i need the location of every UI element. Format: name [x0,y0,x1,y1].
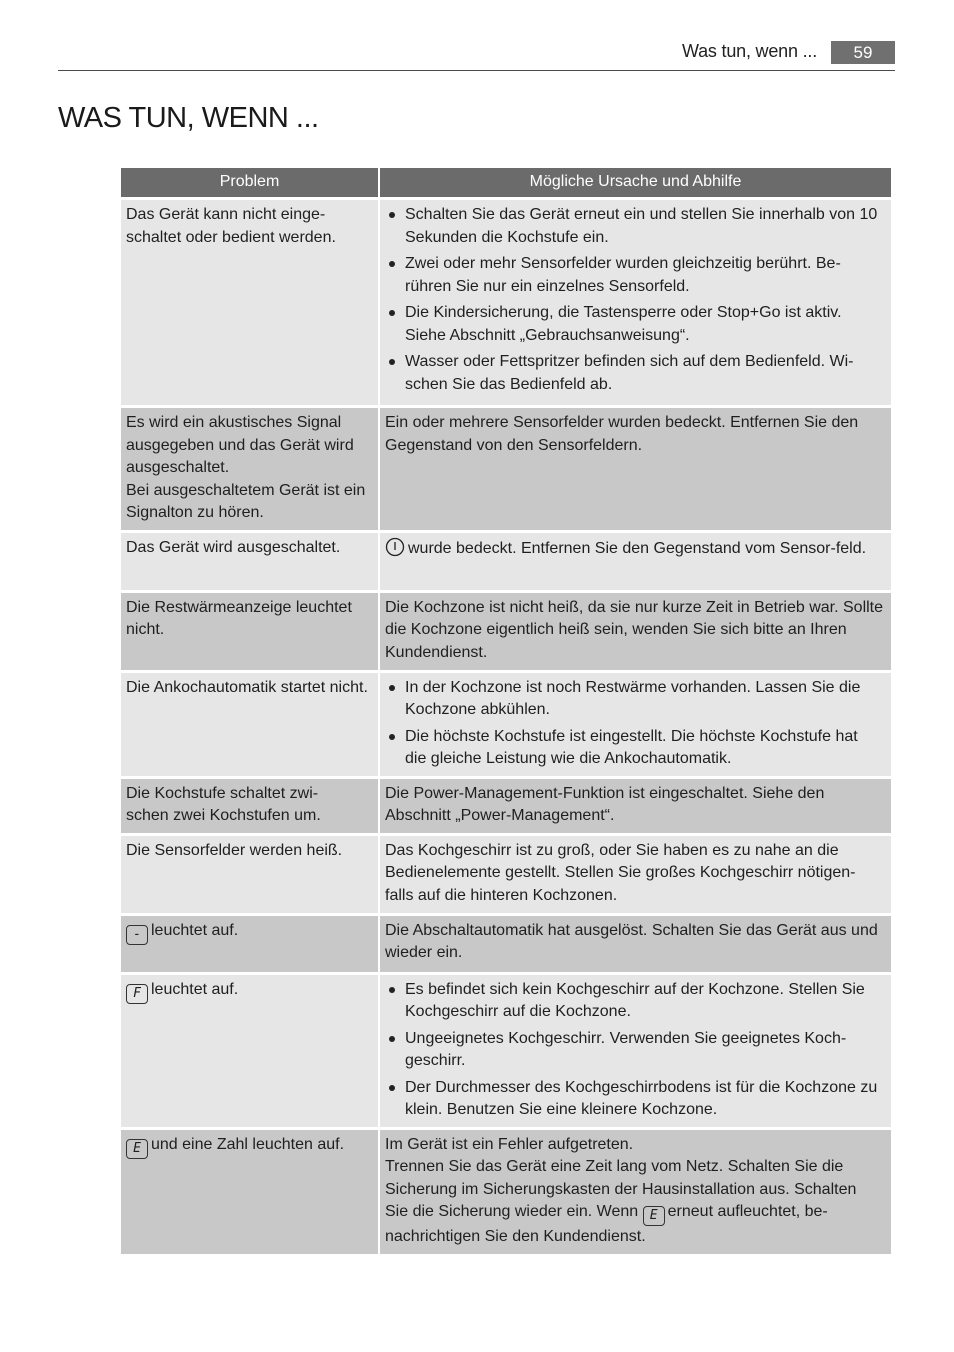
problem-cell [121,916,378,972]
cause-text: Trennen Sie das Gerät eine Zeit lang vom Netz. Schalten Sie die Sicherung im Sicherungskasten der Hausinstallation aus. Schalten Sie die Sicherung wieder ein. Wenn [385,1158,857,1220]
power-symbol-icon [385,537,405,557]
display-symbol-f: F [126,984,148,1004]
table-row [121,975,891,1127]
cause-cell [380,916,891,972]
problem-cell [121,533,378,590]
cause-item: Die Kindersicherung, die Tastensperre oder Stop+Go ist aktiv. Siehe Abschnitt „Gebrauchsanweisung“. [385,302,883,347]
table-row [121,408,891,530]
display-symbol-e: E [126,1139,148,1159]
cause-text: Die Kochzone ist nicht heiß, da sie nur kurze Zeit in Betrieb war. Sollte die Kochzone eigentlich heiß sein, wenden Sie sich bitte an Ihren Kundendienst. [385,598,884,661]
cause-cell [380,673,891,776]
problem-text: leuchtet auf. [151,921,239,939]
page-title: WAS TUN, WENN ... [58,102,319,134]
cause-cell [380,533,891,590]
cause-cell [380,779,891,833]
problem-text: Das Gerät kann nicht einge- schaltet oder bedient werden. [126,206,336,246]
display-symbol-dash: - [126,925,148,945]
cause-list [385,677,883,771]
troubleshooting-table [119,165,893,1257]
problem-text: Das Gerät wird ausgeschaltet. [126,538,341,556]
table-row [121,533,891,590]
cause-cell [380,836,891,913]
page-number: 59 [831,41,895,64]
table-row [121,1130,891,1254]
cause-cell [380,593,891,670]
cause-item: In der Kochzone ist noch Restwärme vorhanden. Lassen Sie die Kochzone abkühlen. [385,677,883,722]
cause-text: Die Power-Management-Funktion ist eingeschaltet. Siehe den Abschnitt „Power-Management“. [385,784,825,824]
problem-cell [121,975,378,1127]
problem-cell [121,200,378,405]
problem-cell [121,408,378,530]
cause-text: wurde bedeckt. Entfernen Sie den Gegenstand vom Sensor-feld. [408,539,867,557]
cause-item: Es befindet sich kein Kochgeschirr auf der Kochzone. Stellen Sie Kochgeschirr auf die Kochzone. [385,979,883,1024]
cause-cell [380,200,891,405]
cause-line: Im Gerät ist ein Fehler aufgetreten. [385,1135,634,1153]
cause-item: Ungeeignetes Kochgeschirr. Verwenden Sie geeignetes Koch-geschirr. [385,1028,883,1073]
table-row [121,916,891,972]
problem-cell [121,836,378,913]
problem-cell [121,1130,378,1254]
problem-text: und eine Zahl leuchten auf. [151,1135,345,1153]
cause-item: Wasser oder Fettspritzer befinden sich auf dem Bedienfeld. Wi-schen Sie das Bedienfeld ab. [385,351,883,396]
table-header-row [121,168,891,197]
cause-text: Die Abschaltautomatik hat ausgelöst. Schalten Sie das Gerät aus und wieder ein. [385,921,878,961]
cause-cell [380,1130,891,1254]
problem-text: Die Ankochautomatik startet nicht. [126,678,368,696]
cause-cell [380,408,891,530]
problem-text: Die Sensorfelder werden heiß. [126,841,343,859]
running-header [58,38,895,71]
cause-cell [380,975,891,1127]
cause-list [385,204,883,396]
table-row [121,836,891,913]
cause-text: Das Kochgeschirr ist zu groß, oder Sie haben es zu nahe an die Bedienelemente gestellt. Stellen Sie großes Kochgeschirr nötigen-falls auf die hinteren Kochzonen. [385,841,856,904]
cause-list [385,979,883,1122]
problem-text: Es wird ein akustisches Signal ausgegeben und das Gerät wird ausgeschaltet. Bei ausgeschaltetem Gerät ist ein Signalton zu hören. [126,414,366,521]
cause-text: Ein oder mehrere Sensorfelder wurden bedeckt. Entfernen Sie den Gegenstand von den Sensorfeldern. [385,414,859,454]
cause-item: Schalten Sie das Gerät erneut ein und stellen Sie innerhalb von 10 Sekunden die Kochstufe ein. [385,204,883,249]
problem-cell [121,779,378,833]
table-row [121,779,891,833]
problem-cell [121,593,378,670]
running-title: Was tun, wenn ... [682,41,817,61]
cause-item: Die höchste Kochstufe ist eingestellt. Die höchste Kochstufe hat die gleiche Leistung wie die Ankochautomatik. [385,726,883,771]
table-row [121,593,891,670]
display-symbol-e: E [643,1206,665,1226]
problem-text: Die Restwärmeanzeige leuchtet nicht. [126,598,352,638]
table-row [121,673,891,776]
problem-text: Die Kochstufe schaltet zwi- schen zwei Kochstufen um. [126,784,321,824]
column-header-problem: Problem [121,168,378,197]
table-row [121,200,891,405]
column-header-cause: Mögliche Ursache und Abhilfe [380,168,891,197]
problem-text: leuchtet auf. [151,980,239,998]
cause-item: Der Durchmesser des Kochgeschirrbodens ist für die Kochzone zu klein. Benutzen Sie eine kleinere Kochzone. [385,1077,883,1122]
cause-text: erneut aufleuchtet, be-nachrichtigen Sie den Kundendienst. [385,1203,828,1245]
problem-cell [121,673,378,776]
cause-item: Zwei oder mehr Sensorfelder wurden gleichzeitig berührt. Be-rühren Sie nur ein einzelnes Sensorfeld. [385,253,883,298]
